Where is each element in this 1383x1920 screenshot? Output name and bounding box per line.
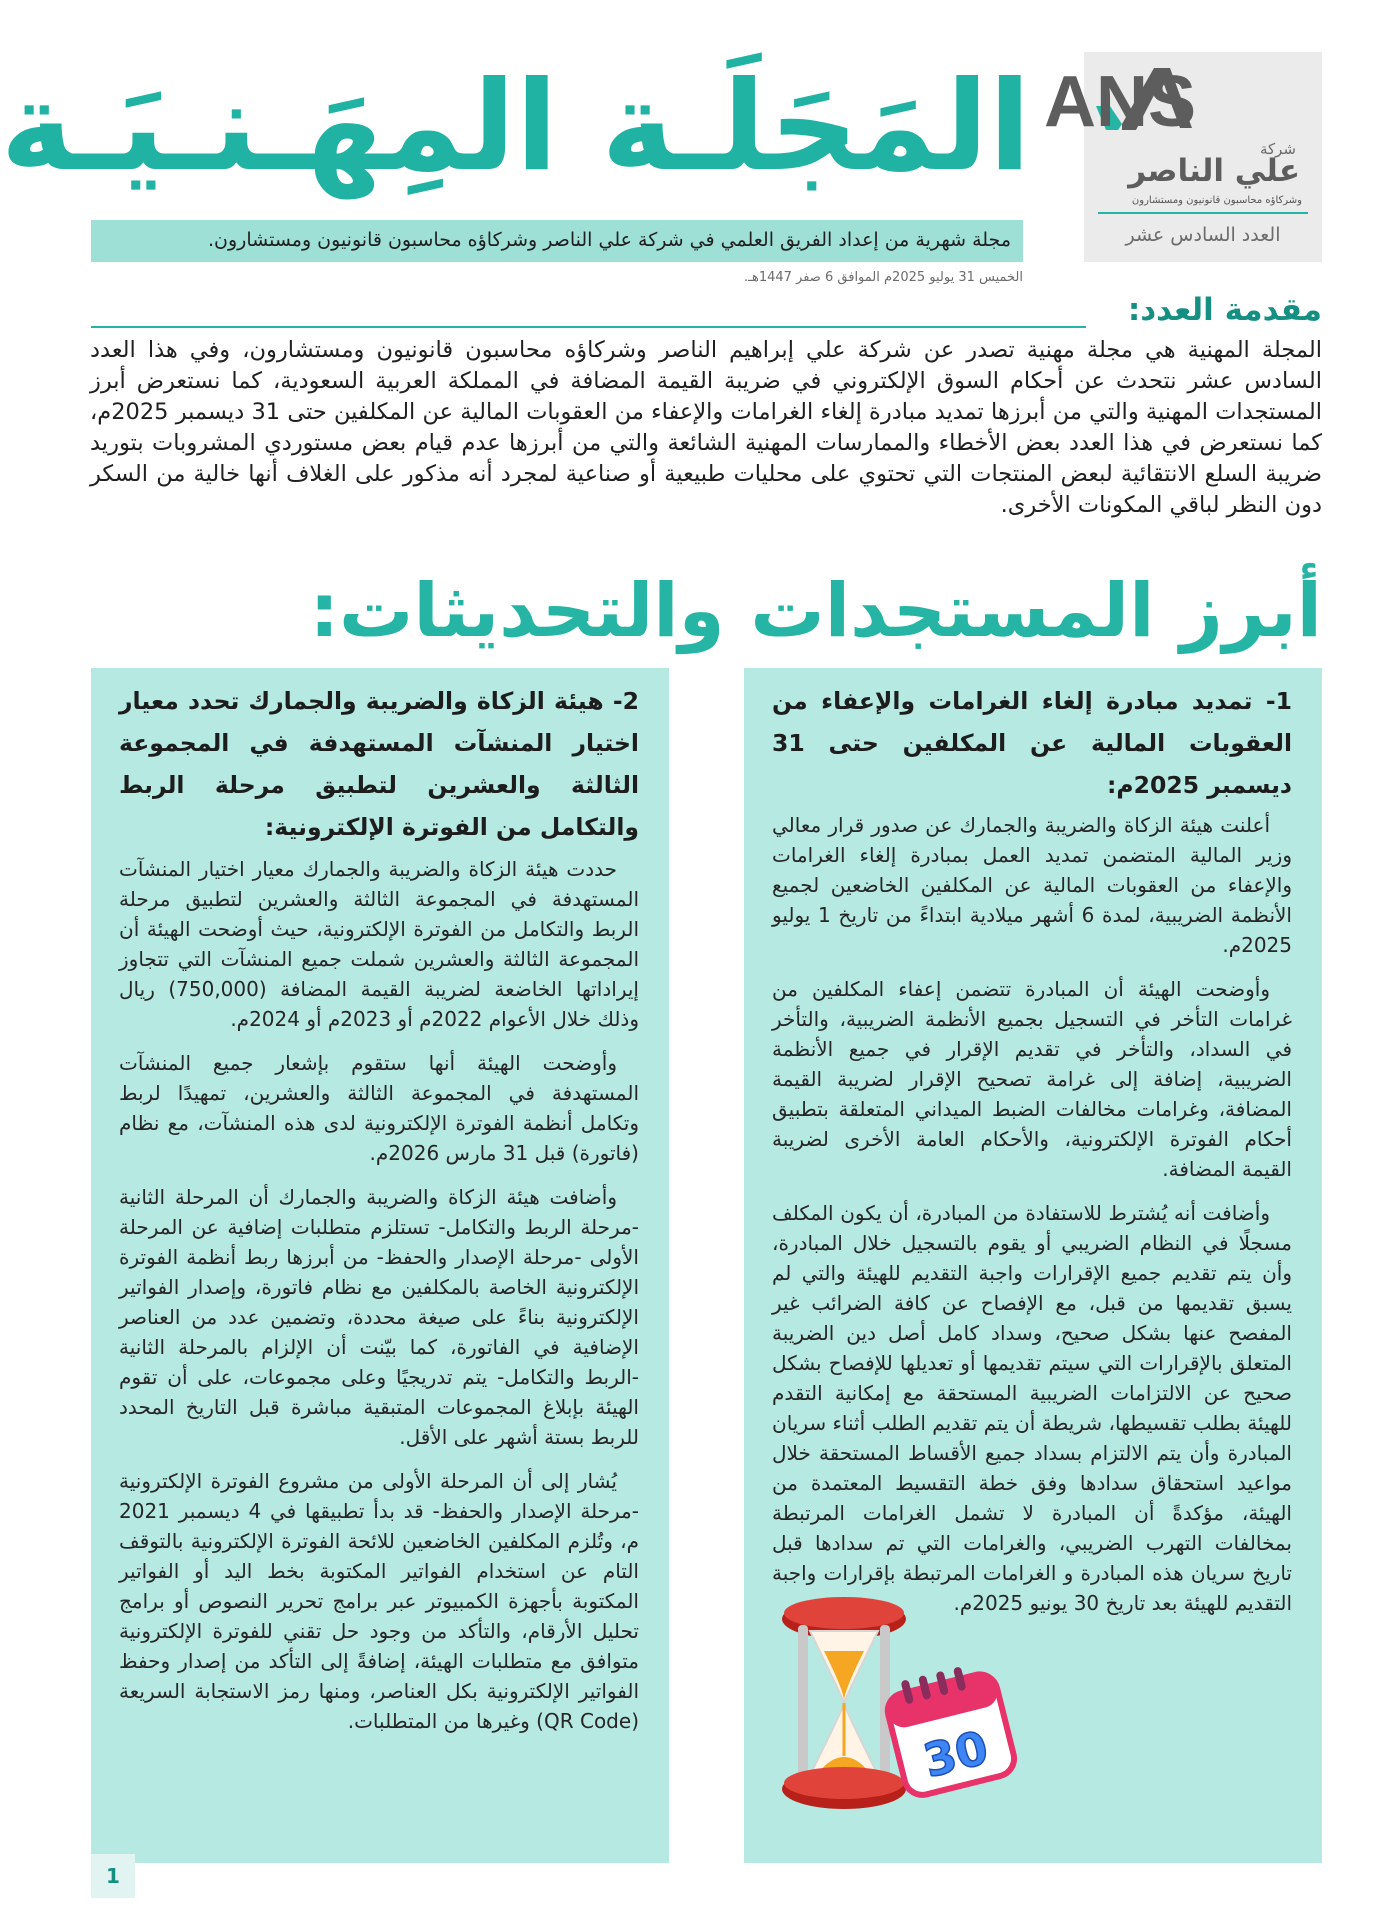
logo-company-prefix: شركة xyxy=(1259,140,1296,158)
logo-divider xyxy=(1098,212,1308,214)
issue-date: الخميس 31 يوليو 2025م الموافق 6 صفر 1447هـ. xyxy=(744,270,1023,285)
ans-logo-letters: ANS xyxy=(1043,62,1196,142)
logo-company-name: علي الناصر xyxy=(1128,153,1300,189)
article-1-body xyxy=(772,810,1292,1632)
article-1-paragraph-2: وأوضحت الهيئة أن المبادرة تتضمن إعفاء المكلفين من غرامات التأخر في التسجيل بجميع الأنظمة الضريبية، والتأخر في السداد، والتأخر في تقديم الإقرار في جميع الأنظمة الضريبية، إضافة إلى غرامة تصحيح الإقرار لضريبة القيمة المضافة، وغرامات مخالفات الضبط الميداني المتعلقة بتطبيق أحكام الفوترة الإلكترونية، والأحكام العامة الأخرى لضريبة القيمة المضافة. xyxy=(772,977,1292,1181)
article-2-heading: 2- هيئة الزكاة والضريبة والجمارك تحدد معيار اختيار المنشآت المستهدفة في المجموعة الثالثة والعشرين لتطبيق مرحلة الربط والتكامل من الفوترة الإلكترونية: xyxy=(119,687,639,841)
logo-tagline: وشركاؤه محاسبون قانونيون ومستشارون xyxy=(1131,195,1302,206)
article-2-paragraph-3: وأضافت هيئة الزكاة والضريبة والجمارك أن المرحلة الثانية -مرحلة الربط والتكامل- تستلزم متطلبات إضافية عن المرحلة الأولى -مرحلة الإصدار والحفظ- من أبرزها ربط أنظمة الفوترة الإلكترونية الخاصة بالمكلفين مع نظام فاتورة، وإصدار الفواتير الإلكترونية بناءً على صيغة محددة، وتضمين عدد من العناصر الإضافية في الفاتورة، كما بيّنت أن الإلزام بالمرحلة الثانية -الربط والتكامل- يتم تدريجيًا وعلى مجموعات، على أن تقوم الهيئة بإبلاغ المجموعات المتبقية مباشرة قبل التاريخ المحدد للربط بستة أشهر على الأقل. xyxy=(119,1185,639,1449)
intro-divider xyxy=(91,326,1086,328)
section-title: أبرز المستجدات والتحديثات: xyxy=(309,568,1322,654)
issue-number: العدد السادس عشر xyxy=(1125,224,1281,246)
article-1-heading: 1- تمديد مبادرة إلغاء الغرامات والإعفاء من العقوبات المالية عن المكلفين حتى 31 ديسمبر 2025م: xyxy=(772,687,1292,799)
article-2-paragraph-4: يُشار إلى أن المرحلة الأولى من مشروع الفوترة الإلكترونية -مرحلة الإصدار والحفظ- قد بدأ تطبيقها في 4 ديسمبر 2021 م، وتُلزم المكلفين الخاضعين للائحة الفوترة الإلكترونية بالتوقف التام عن استخدام الفواتير المكتوبة بخط اليد أو الفواتير المكتوبة بأجهزة الكمبيوتر عبر برامج تحرير النصوص أو برامج تحليل الأرقام، والتأكد من وجود حل تقني للفوترة الإلكترونية متوافق مع متطلبات الهيئة، إضافةً إلى التأكد من إصدار وحفظ الفواتير الإلكترونية بكل العناصر، ومنها رمز الاستجابة السريعة (QR Code) وغيرها من المتطلبات. xyxy=(119,1469,639,1733)
intro-body: المجلة المهنية هي مجلة مهنية تصدر عن شركة علي إبراهيم الناصر وشركاؤه محاسبون قانونيون ومستشارون، وفي هذا العدد السادس عشر نتحدث عن أحكام السوق الإلكتروني في ضريبة القيمة المضافة في المملكة العربية السعودية، كما نستعرض أبرز المستجدات المهنية والتي من أبرزها تمديد مبادرة إلغاء الغرامات والإعفاء من العقوبات المالية عن المكلفين حتى 31 ديسمبر 2025م، كما نستعرض في هذا العدد بعض الأخطاء والممارسات المهنية الشائعة والتي من أبرزها عدم قيام بعض مستوردي المشروبات بتوريد ضريبة السلع الانتقائية لبعض المنتجات التي تحتوي على محليات طبيعية أو صناعية لمجرد أنه مذكور على الغلاف أنها خالية من السكر دون النظر لباقي المكونات الأخرى. xyxy=(90,337,1322,518)
article-2-body xyxy=(119,854,639,1750)
page-number: 1 xyxy=(91,1854,135,1898)
article-1-paragraph-3: وأضافت أنه يُشترط للاستفادة من المبادرة، أن يكون المكلف مسجلًا في النظام الضريبي أو يقوم بالتسجيل خلال المبادرة، وأن يتم تقديم جميع الإقرارات واجبة التقديم للهيئة والتي لم يسبق تقديمها من قبل، مع الإفصاح عن كافة الضرائب غير المفصح عنها بشكل صحيح، وسداد كامل أصل دين الضريبة المتعلق بالإقرارات التي سيتم تقديمها أو تعديلها للإفصاح بشكل صحيح عن الالتزامات الضريبية المستحقة مع إمكانية التقدم للهيئة بطلب تقسيطها، شريطة أن يتم تقديم الطلب أثناء سريان المبادرة وأن يتم الالتزام بسداد جميع الأقساط المستحقة خلال مواعيد استحقاق سدادها وفق خطة التقسيط المعتمدة من الهيئة، مؤكدةً أن المبادرة لا تشمل الغرامات المرتبطة بمخالفات التهرب الضريبي، والغرامات التي تم سدادها قبل تاريخ سريان هذه المبادرة و الغرامات المرتبطة بإقرارات واجبة التقديم للهيئة بعد تاريخ 30 يونيو 2025م. xyxy=(772,1201,1292,1615)
subtitle-bar xyxy=(91,220,1023,262)
logo-box xyxy=(1043,52,1322,262)
ans-logo-mark xyxy=(1043,62,1310,142)
article-1-paragraph-1: أعلنت هيئة الزكاة والضريبة والجمارك عن صدور قرار معالي وزير المالية المتضمن تمديد العمل بمبادرة إلغاء الغرامات والإعفاء من العقوبات المالية عن المكلفين الخاضعين لجميع الأنظمة الضريبية، لمدة 6 أشهر ميلادية ابتداءً من تاريخ 1 يوليو 2025م. xyxy=(772,813,1292,957)
calendar-day: 30 xyxy=(918,1720,994,1788)
magazine-title: المَجَلَـة المِهَـنـيَـة xyxy=(0,55,1031,199)
intro-heading: مقدمة العدد: xyxy=(1127,292,1322,328)
subtitle-text: مجلة شهرية من إعداد الفريق العلمي في شركة علي الناصر وشركاؤه محاسبون قانونيون ومستشارون. xyxy=(208,229,1011,251)
calendar-icon xyxy=(881,1659,1018,1799)
article-2-column xyxy=(91,668,669,1863)
article-2-paragraph-1: حددت هيئة الزكاة والضريبة والجمارك معيار اختيار المنشآت المستهدفة في المجموعة الثالثة والعشرين لتطبيق مرحلة الربط والتكامل من الفوترة الإلكترونية، حيث أوضحت الهيئة أن المجموعة الثالثة والعشرين شملت جميع المنشآت التي تتجاوز إيراداتها الخاضعة لضريبة القيمة المضافة (750,000) ريال وذلك خلال الأعوام 2022م أو 2023م أو 2024م. xyxy=(119,857,639,1031)
hourglass-calendar-illustration xyxy=(764,1591,1024,1821)
article-2-paragraph-2: وأوضحت الهيئة أنها ستقوم بإشعار جميع المنشآت المستهدفة في المجموعة الثالثة والعشرين، تمهيدًا لربط وتكامل أنظمة الفوترة الإلكترونية لدى هذه المنشآت، مع نظام (فاتورة) قبل 31 مارس 2026م. xyxy=(119,1051,639,1165)
article-1-column xyxy=(744,668,1322,1863)
